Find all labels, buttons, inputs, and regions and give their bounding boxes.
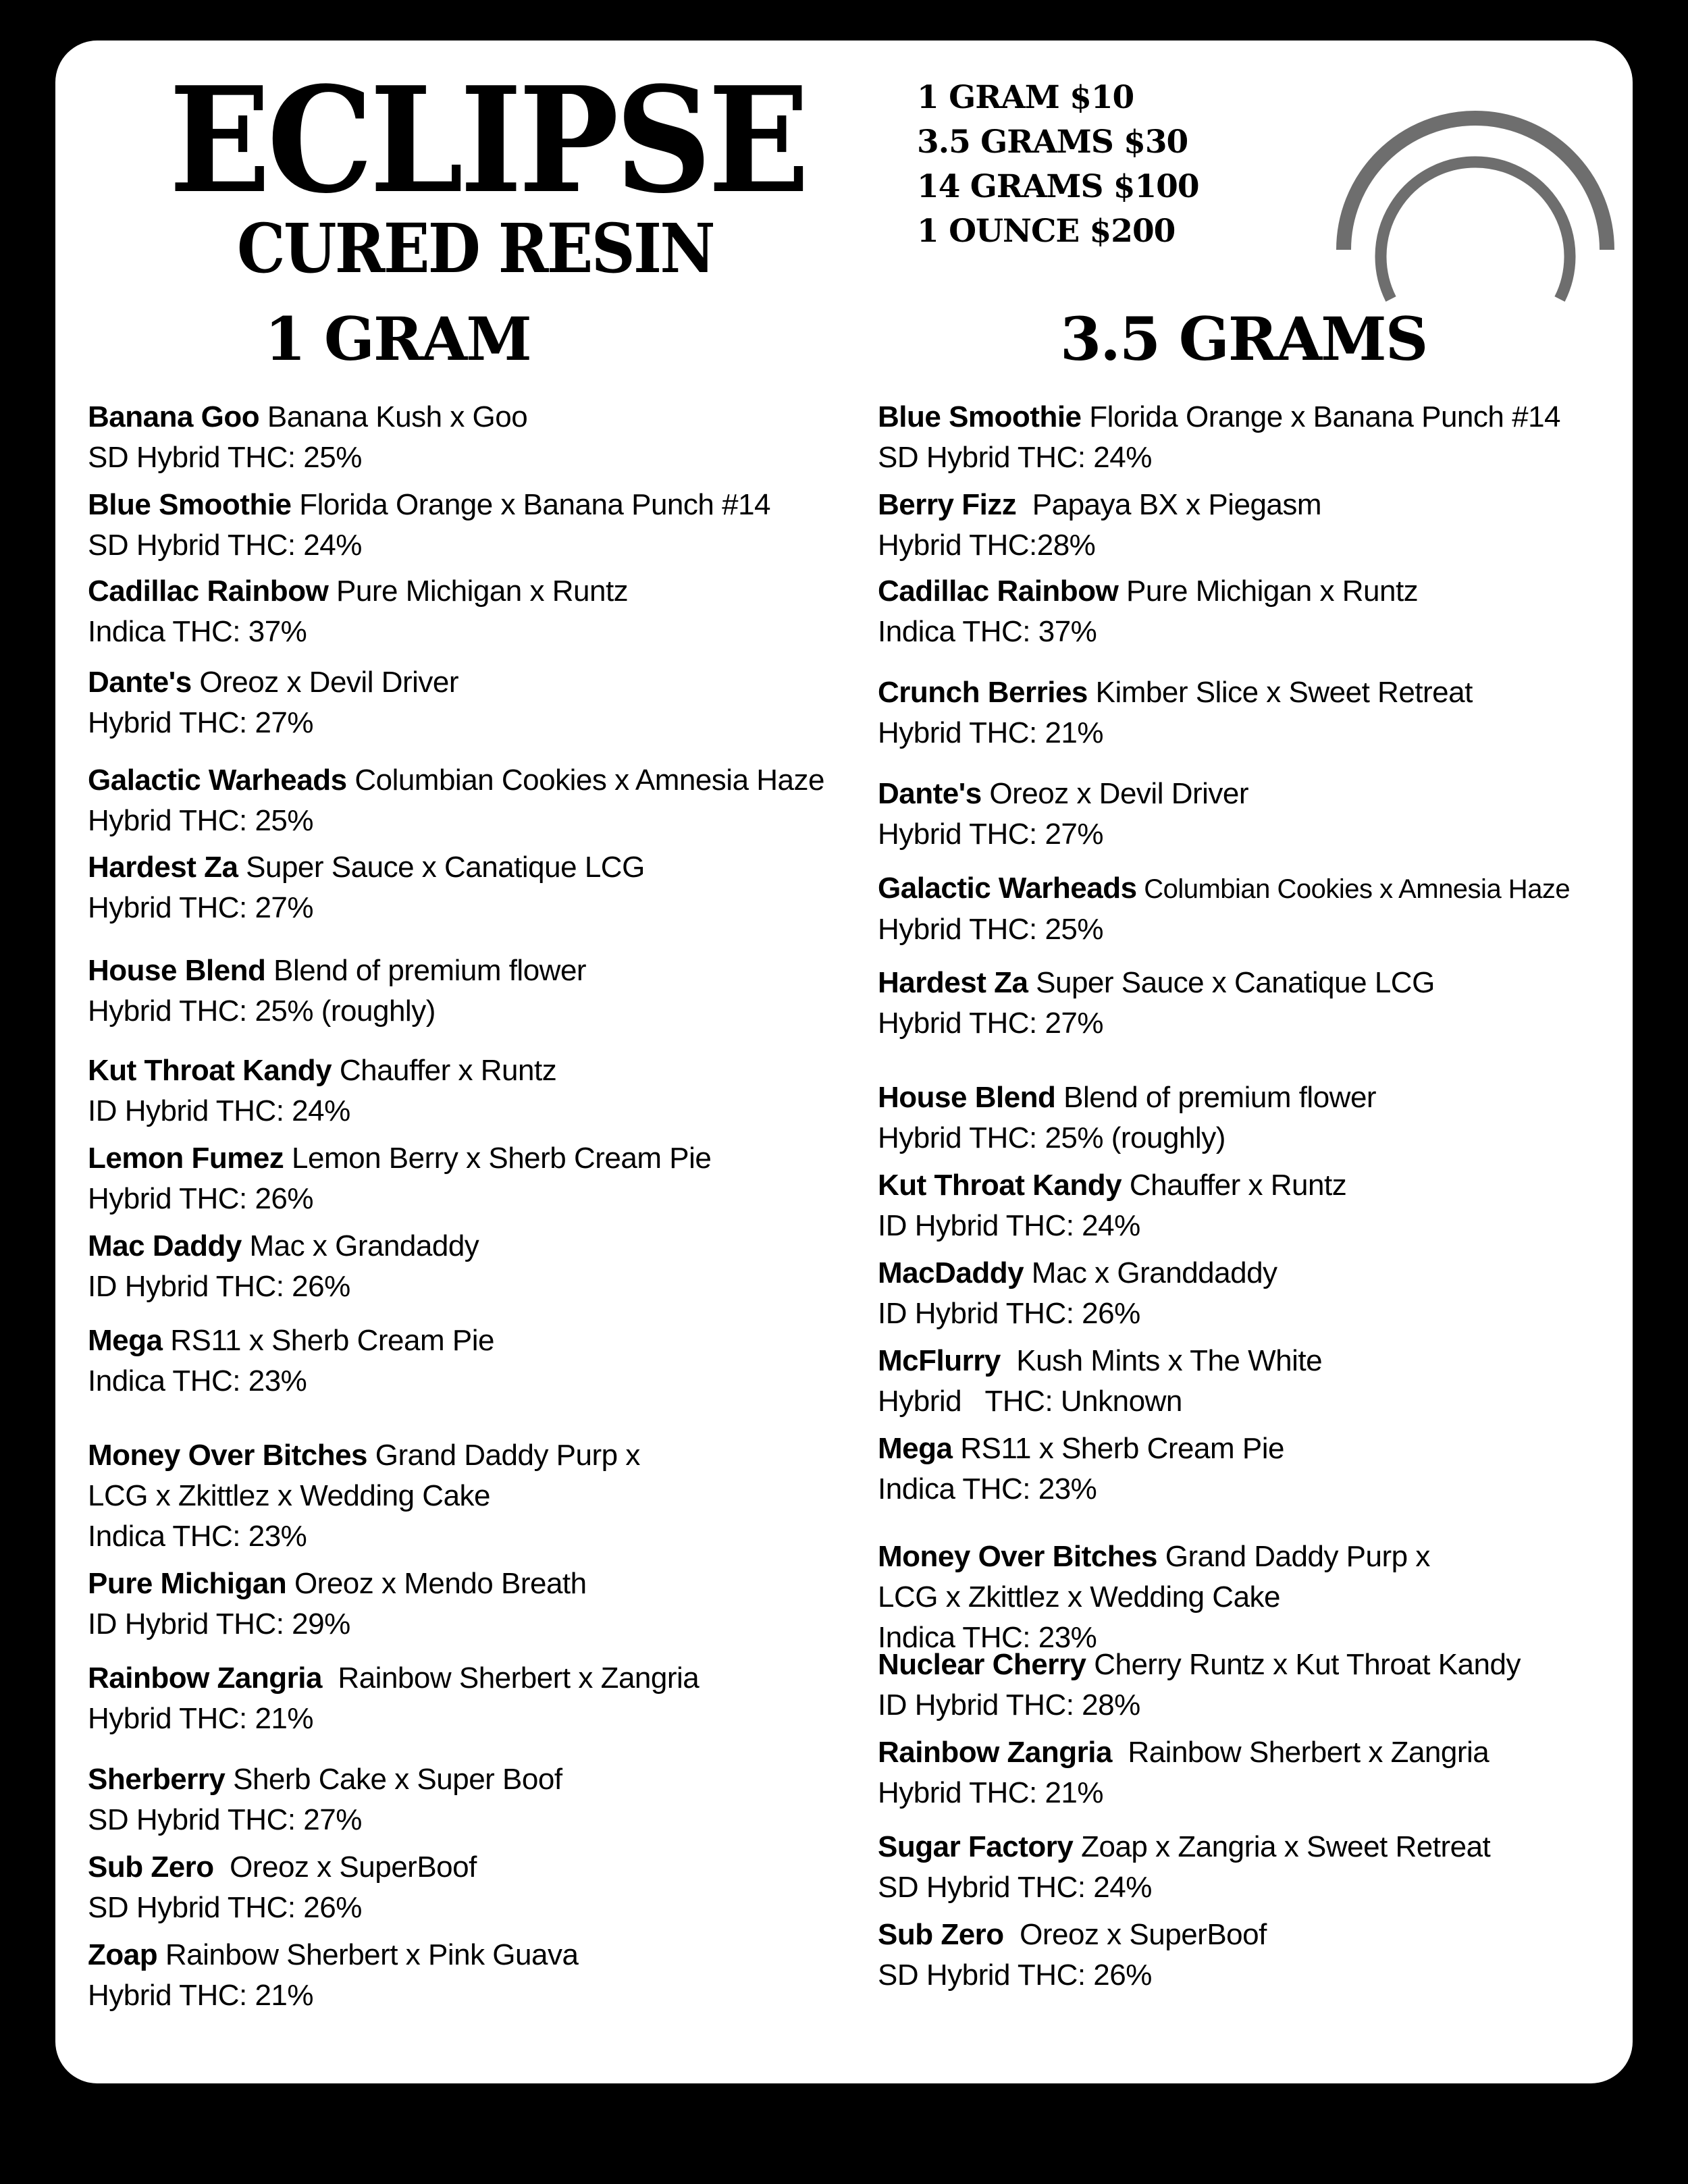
price-item: 3.5 GRAMS $30 [917,124,1188,161]
strain-title-line [88,1658,699,1699]
strain-name: Hardest Za [878,966,1028,999]
strain-title-line [878,1253,1277,1294]
strain-title-line [88,760,824,801]
left-column-heading: 1 GRAM [265,304,531,374]
strain-lineage: Chauffer x Runtz [1122,1169,1347,1202]
strain-title-line [88,397,527,437]
strain-lineage: RS11 x Sherb Cream Pie [952,1432,1284,1465]
strain-name: Mega [88,1324,163,1357]
strain-lineage: Florida Orange x Banana Punch #14 [291,488,771,521]
strain-name: Mac Daddy [88,1229,242,1262]
strain-name: Galactic Warheads [878,872,1137,905]
strain-lineage: Banana Kush x Goo [259,400,528,433]
strain-info: Hybrid THC: 25% (roughly) [88,994,436,1028]
strain-info: Hybrid THC: 26% [88,1182,314,1215]
strain-lineage: Columbian Cookies x Amnesia Haze [1136,874,1571,904]
strain-title-line [878,1165,1346,1206]
right-column-heading: 3.5 GRAMS [1060,304,1427,374]
strain-info: SD Hybrid THC: 27% [88,1803,362,1836]
strain-name: MacDaddy [878,1256,1024,1289]
strain-lineage: Oreoz x Mendo Breath [286,1567,587,1600]
strain-info: Hybrid THC: 25% [878,913,1104,946]
strain-lineage: Grand Daddy Purp x [367,1439,640,1472]
strain-name: Kut Throat Kandy [88,1054,332,1087]
strain-info: Indica THC: 23% [88,1364,307,1397]
strain-name: Lemon Fumez [88,1142,284,1175]
strain-name: Zoap [88,1938,158,1971]
strain-info: Hybrid THC: 27% [878,818,1104,851]
strain-lineage: Lemon Berry x Sherb Cream Pie [284,1142,712,1175]
strain-name: Banana Goo [88,400,260,433]
strain-title-line [878,571,1418,612]
strain-info: Indica THC: 37% [878,615,1097,648]
strain-name: House Blend [878,1081,1056,1114]
strain-lineage: Blend of premium flower [265,954,587,987]
strain-title-line [878,485,1321,525]
strain-name: Sherberry [88,1763,226,1796]
strain-info: ID Hybrid THC: 26% [88,1270,350,1303]
strain-lineage: Rainbow Sherbert x Pink Guava [157,1938,579,1971]
strain-info: SD Hybrid THC: 24% [878,1871,1152,1904]
strain-name: Blue Smoothie [88,488,292,521]
strain-name: Pure Michigan [88,1567,287,1600]
strain-name: Money Over Bitches [88,1439,368,1472]
strain-name: Sugar Factory [878,1830,1074,1863]
strain-info: Hybrid THC: 21% [88,1702,314,1735]
strain-name: Sub Zero [88,1850,214,1884]
strain-lineage: Blend of premium flower [1055,1081,1377,1114]
strain-info: SD Hybrid THC: 25% [88,441,362,474]
strain-title-line [878,963,1435,1003]
strain-info: Hybrid THC: 27% [88,706,314,739]
strain-title-line [88,847,645,888]
strain-lineage: Pure Michigan x Runtz [328,575,629,608]
strain-lineage: Kimber Slice x Sweet Retreat [1087,676,1473,709]
strain-name: Crunch Berries [878,676,1088,709]
strain-info: Indica THC: 37% [88,615,307,648]
strain-lineage: Mac x Granddaddy [1024,1256,1277,1289]
strain-title-line [88,1564,587,1604]
strain-info: Hybrid THC: 27% [88,891,314,924]
strain-title-line [878,1077,1376,1118]
strain-lineage: Super Sauce x Canatique LCG [1028,966,1435,999]
strain-info: Indica THC: 23% [878,1472,1097,1506]
strain-info: SD Hybrid THC: 26% [878,1959,1152,1992]
strain-lineage: Oreoz x SuperBoof [213,1850,477,1884]
price-list [917,76,1199,254]
strain-lineage: Florida Orange x Banana Punch #14 [1081,400,1561,433]
menu-card [55,41,1633,2083]
strain-title-line [88,485,770,525]
strain-title-line [878,397,1560,437]
strain-title-line [88,1321,494,1361]
strain-title-line [878,672,1473,713]
brand-title: ECLIPSE [169,55,806,225]
strain-info: SD Hybrid THC: 24% [878,441,1152,474]
strain-lineage: Rainbow Sherbert x Zangria [321,1661,700,1695]
strain-lineage: Rainbow Sherbert x Zangria [1111,1736,1489,1769]
price-item: 1 GRAM $10 [917,79,1134,116]
strain-name: Blue Smoothie [878,400,1082,433]
strain-title-line [878,1645,1521,1685]
strain-title-line [878,1341,1322,1381]
strain-info: ID Hybrid THC: 24% [88,1094,350,1127]
strain-info: ID Hybrid THC: 29% [88,1607,350,1641]
strain-lineage: RS11 x Sherb Cream Pie [162,1324,494,1357]
strain-name: Cadillac Rainbow [878,575,1119,608]
strain-name: Kut Throat Kandy [878,1169,1122,1202]
strain-info: Indica THC: 23% [88,1520,307,1553]
strain-info: Hybrid THC: 21% [878,716,1104,749]
strain-info: SD Hybrid THC: 26% [88,1891,362,1924]
strain-name: Rainbow Zangria [88,1661,322,1695]
strain-lineage: Sherb Cake x Super Boof [225,1763,562,1796]
strain-lineage: Cherry Runtz x Kut Throat Kandy [1086,1648,1521,1681]
strain-info: Hybrid THC: 21% [88,1979,314,2012]
strain-title-line [88,1935,578,1975]
strain-lineage: Oreoz x Devil Driver [191,666,459,699]
strain-info: Hybrid THC: 25% [88,804,314,837]
strain-name: Nuclear Cherry [878,1648,1086,1681]
strain-info: ID Hybrid THC: 28% [878,1688,1140,1722]
strain-title-line [88,662,458,703]
price-item: 14 GRAMS $100 [917,168,1199,205]
strain-info: Hybrid THC: 25% (roughly) [878,1121,1225,1154]
strain-lineage: Zoap x Zangria x Sweet Retreat [1073,1830,1491,1863]
strain-title-line [878,1732,1489,1773]
strain-name: McFlurry [878,1344,1001,1377]
strain-name: Mega [878,1432,953,1465]
strain-info: ID Hybrid THC: 24% [878,1209,1140,1242]
strain-lineage: Kush Mints x The White [1000,1344,1323,1377]
strain-lineage: Grand Daddy Purp x [1157,1540,1430,1573]
strain-info: Hybrid THC:28% [878,529,1096,562]
strain-lineage: Oreoz x Devil Driver [981,777,1249,810]
strain-title-line [88,951,586,991]
strain-lineage: Chauffer x Runtz [332,1054,557,1087]
strain-info: Indica THC: 23% [878,1621,1097,1654]
strain-title-line [88,1226,479,1267]
strain-name: Money Over Bitches [878,1540,1158,1573]
strain-title-line [88,1050,556,1091]
product-subtitle: CURED RESIN [237,209,714,288]
strain-info: Hybrid THC: 21% [878,1776,1104,1809]
strain-title-line [88,571,628,612]
strain-title-line [878,774,1248,814]
strain-name: Cadillac Rainbow [88,575,329,608]
strain-title-line [88,1138,711,1179]
strain-title-line [878,868,1570,909]
strain-info: Hybrid THC: Unknown [878,1385,1182,1418]
price-item: 1 OUNCE $200 [917,213,1176,250]
strain-title-line [88,1435,640,1476]
strain-name: House Blend [88,954,266,987]
strain-name: Sub Zero [878,1918,1004,1951]
inner-arc [1381,162,1570,299]
strain-name: Rainbow Zangria [878,1736,1112,1769]
strain-title-line [88,1759,562,1800]
strain-name: Berry Fizz [878,488,1017,521]
strain-lineage: Mac x Grandaddy [241,1229,479,1262]
strain-title-line [878,1429,1284,1469]
strain-info: Hybrid THC: 27% [878,1007,1104,1040]
strain-lineage: Oreoz x SuperBoof [1003,1918,1267,1951]
strain-lineage: Columbian Cookies x Amnesia Haze [346,764,824,797]
strain-info: ID Hybrid THC: 26% [878,1297,1140,1330]
strain-name: Hardest Za [88,851,238,884]
strain-name: Dante's [878,777,982,810]
strain-info: LCG x Zkittlez x Wedding Cake [88,1479,491,1512]
strain-name: Dante's [88,666,192,699]
strain-title-line [878,1915,1267,1955]
strain-title-line [878,1827,1490,1867]
strain-lineage: Super Sauce x Canatique LCG [238,851,645,884]
strain-title-line [878,1537,1430,1577]
strain-lineage: Pure Michigan x Runtz [1118,575,1419,608]
strain-info: SD Hybrid THC: 24% [88,529,362,562]
strain-title-line [88,1847,477,1888]
strain-lineage: Papaya BX x Piegasm [1016,488,1322,521]
strain-name: Galactic Warheads [88,764,347,797]
strain-info: LCG x Zkittlez x Wedding Cake [878,1580,1281,1614]
